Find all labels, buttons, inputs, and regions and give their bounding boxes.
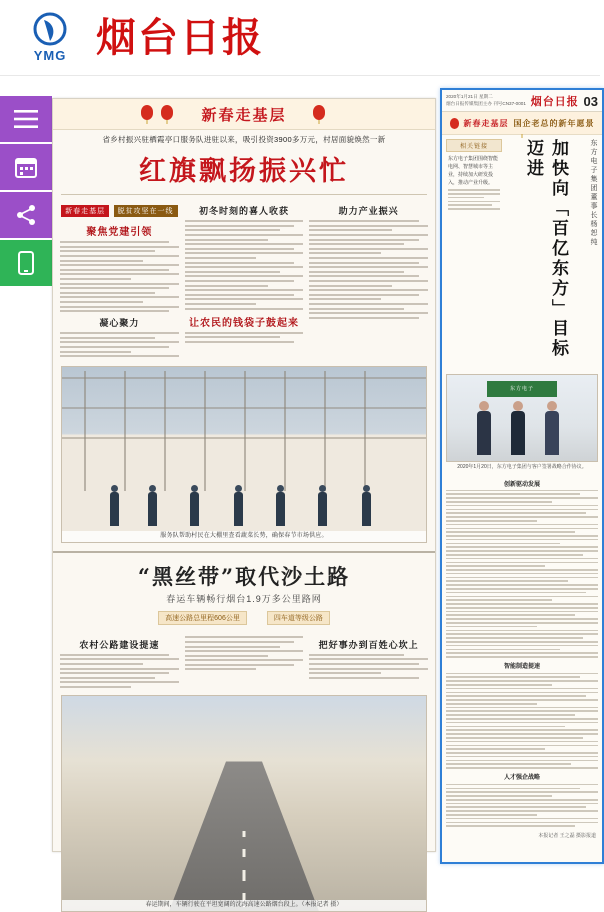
lantern-icon [450, 118, 459, 129]
left-toolbar [0, 96, 52, 286]
page-date: 2020年1月21日 星期二 烟台日报传媒集团主办 刊号CN37-0001 [446, 94, 526, 106]
page-headline[interactable]: 红旗飘扬振兴忙 [139, 156, 349, 188]
stat-badge: 高速公路总里程606公里 [158, 611, 247, 625]
mobile-button[interactable] [0, 240, 52, 286]
share-icon [15, 204, 37, 226]
festival-strip-title: 新春走基层 [201, 105, 287, 124]
byline: 本报记者 王之磊 摄影报道 [538, 833, 596, 840]
masthead-title: 烟台日报 [96, 13, 264, 61]
article-column [185, 634, 304, 691]
body-text [60, 332, 179, 357]
article-column [309, 200, 428, 359]
company-sign [487, 381, 557, 397]
lantern-icon [161, 105, 173, 120]
handshake-photo[interactable] [446, 374, 598, 462]
article-column [60, 634, 179, 691]
newspaper-page-front[interactable] [52, 98, 436, 909]
person-figure [110, 492, 119, 526]
column-subhead-2: 凝心聚力 [99, 319, 140, 330]
person-figure [276, 492, 285, 526]
column-subhead: 创新驱动发展 [503, 481, 540, 488]
person-figure [511, 411, 525, 455]
ymg-logo-icon [28, 13, 72, 47]
photo-caption: 春运期间，车辆行驶在平坦宽阔的沈海高速公路烟台段上。（本报记者 摄） [62, 900, 426, 911]
menu-button[interactable] [0, 96, 52, 142]
article-column [185, 200, 304, 359]
person-figure [148, 492, 157, 526]
box-text: 东方电子集团围绕智能电网、智慧城市等主业，持续加大研发投入，推动产业升级。 [448, 156, 499, 186]
festival-strip [53, 99, 435, 130]
newspaper-page-03[interactable] [440, 88, 604, 864]
stat-badge: 四车道等级公路 [267, 611, 330, 625]
person-figure [318, 492, 327, 526]
body-text [446, 490, 598, 658]
column-subhead: 农村公路建设提速 [79, 640, 160, 651]
road-marking [243, 849, 246, 857]
body-text [185, 332, 304, 343]
body-text [185, 220, 304, 309]
logo-text: YMG [33, 47, 67, 63]
lower-columns [53, 629, 435, 691]
person-figure [234, 492, 243, 526]
sidebar-box [446, 139, 502, 369]
body-text [60, 654, 179, 688]
road-marking [243, 870, 246, 881]
section-badge-2: 脱贫攻坚在一线 [114, 205, 178, 217]
column-subhead: 聚焦党建引领 [86, 227, 153, 239]
vertical-headline[interactable]: 加快向「百亿东方」目标迈进 [523, 139, 568, 359]
article-column [446, 477, 598, 830]
photo-caption: 服务队帮助村民在大棚里查看蔬菜长势，确保春节市场供应。 [62, 531, 426, 542]
column-subhead-2: 让农民的钱袋子鼓起来 [189, 317, 299, 329]
person-figure [362, 492, 371, 526]
body-text [446, 784, 598, 827]
body-text [60, 241, 179, 312]
body-text [185, 636, 304, 670]
page-number: 03 [583, 93, 598, 109]
site-logo[interactable] [14, 9, 86, 67]
article-column [309, 634, 428, 691]
article-column [60, 200, 179, 359]
lantern-icon [141, 105, 153, 120]
greenhouse-photo[interactable] [61, 366, 427, 543]
share-button[interactable] [0, 192, 52, 238]
page-header [442, 90, 602, 112]
column-subhead: 人才强企战略 [503, 774, 540, 781]
column-subhead: 把好事办到百姓心坎上 [318, 640, 419, 651]
lantern-icon [313, 105, 325, 120]
calendar-icon [15, 156, 37, 178]
headline-area [506, 139, 598, 369]
app-header [0, 0, 600, 76]
page-body [442, 135, 602, 369]
banner-title: 国企老总的新年愿景 [513, 117, 595, 128]
hamburger-menu-icon [14, 110, 38, 128]
lower-headline[interactable]: “黑丝带”取代沙土路 [137, 563, 351, 589]
article-columns [442, 474, 602, 830]
person-figure [477, 411, 491, 455]
page-kicker: 省乡村振兴驻栖霞亭口服务队进驻以来，吸引投资3900多万元，村居面貌焕然一新 [102, 135, 386, 144]
company-sign-text: 东方电子 [509, 386, 534, 392]
person-figure [190, 492, 199, 526]
section-badge: 新春走基层 [61, 205, 109, 217]
section-banner [442, 112, 602, 135]
mobile-phone-icon [18, 251, 34, 275]
lower-article [53, 551, 435, 912]
road-marking [243, 831, 246, 837]
newspaper-viewer[interactable] [52, 88, 600, 909]
column-subhead: 助力产业振兴 [338, 207, 399, 218]
person-figure [545, 411, 559, 455]
banner-kicker: 新春走基层 [463, 117, 509, 128]
vertical-kicker: 东方电子集团董事长杨恕纯 [590, 139, 597, 247]
column-subhead: 初冬时刻的喜人收获 [199, 207, 290, 218]
body-text [446, 673, 598, 769]
stat-badges [53, 609, 435, 629]
lower-subtitle: 春运车辆畅行烟台1.9万多公里路网 [166, 593, 322, 604]
body-text [309, 220, 428, 318]
page-logo: 烟台日报 [530, 95, 579, 108]
body-text [446, 189, 502, 210]
column-subhead: 智能制造提速 [503, 663, 540, 670]
calendar-button[interactable] [0, 144, 52, 190]
photo-caption: 2020年1月20日，东方电子集团与客户签署战略合作协议。 [457, 464, 587, 470]
article-columns [53, 195, 435, 359]
body-text [309, 654, 428, 679]
highway-photo[interactable] [61, 695, 427, 912]
box-title: 相关链接 [446, 139, 502, 152]
